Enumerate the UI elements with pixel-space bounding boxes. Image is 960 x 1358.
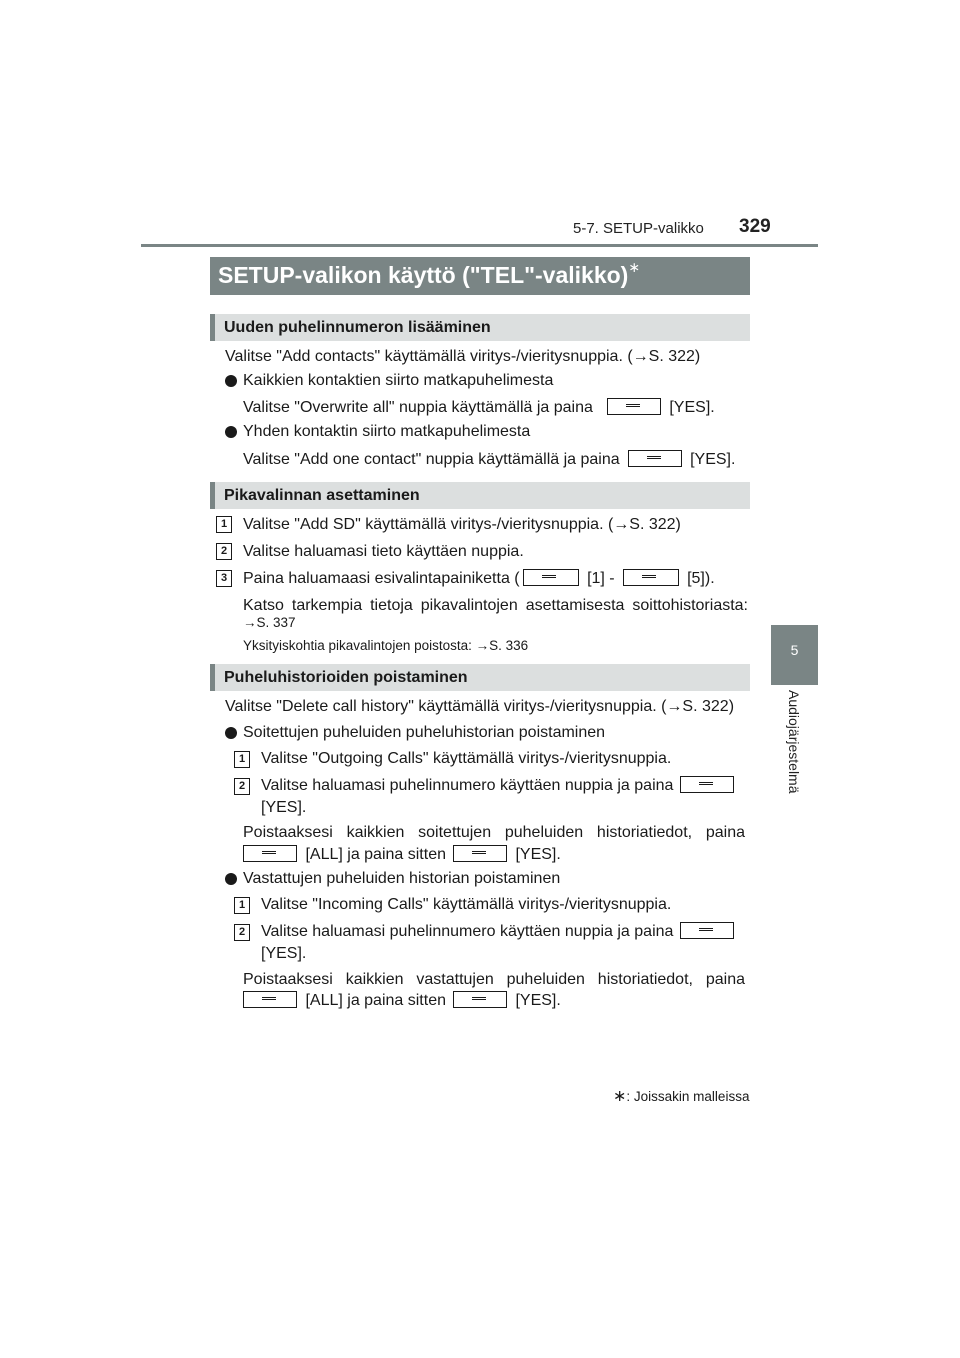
knob-button-icon [453,845,507,862]
sec2-note2: Yksityiskohtia pikavalintojen poistosta: →S. 336 [243,638,529,653]
sec3-b1-step1: Valitse "Outgoing Calls" käyttämällä viritys-/vieritysnuppia. [261,750,672,767]
sec3-b2-step2 [261,922,738,942]
knob-button-icon [628,450,682,467]
step-number: 2 [216,543,232,560]
footnote [613,1086,749,1106]
sec3-b1-delete-all: Poistaaksesi kaikkien soitettujen puheluiden historiatiedot, paina [243,824,745,841]
step-text: Valitse haluamasi puhelinnumero käyttäen nuppia ja paina [261,923,674,940]
bullet-icon [225,727,237,739]
bullet-icon [225,426,237,438]
sec3-b2-delete-all-line2 [243,991,561,1011]
sec3-b2-step1: Valitse "Incoming Calls" käyttämällä viritys-/vieritysnuppia. [261,896,672,913]
step-number: 3 [216,570,232,587]
sec1-bullet2-instruction [243,450,735,470]
page-title [210,257,750,295]
sec1-bullet1-instruction [243,398,715,418]
step-text-mid: [1] - [587,570,615,587]
sec2-step1: Valitse "Add SD" käyttämällä viritys-/vieritysnuppia. (→S. 322) [243,516,681,533]
sec3-b1-step2-end: [YES]. [261,799,307,816]
section-heading-add-number: Uuden puhelinnumeron lisääminen [210,314,750,341]
knob-button-icon [243,845,297,862]
sec1-bullet2: Yhden kontaktin siirto matkapuhelimesta [243,423,531,440]
instruction-text: Valitse "Overwrite all" nuppia käyttämällä ja paina [243,399,593,416]
footnote-marker: ∗ [628,259,641,275]
instruction-text-end: [YES]. [690,451,736,468]
sec2-step3 [243,569,715,589]
step-number: 1 [234,897,250,914]
step-text: Valitse haluamasi puhelinnumero käyttäen nuppia ja paina [261,777,674,794]
sec3-b2-delete-all: Poistaaksesi kaikkien vastattujen puheluiden historiatiedot, paina [243,971,745,988]
knob-button-icon [680,776,734,793]
knob-button-icon [680,922,734,939]
sec2-note1: Katso tarkempia tietoja pikavalintojen asettamisesta soittohistoriasta: [243,597,748,614]
bullet-icon [225,375,237,387]
header-rule [141,244,818,247]
sec3-b1-delete-all-line2 [243,845,561,865]
sec3-bullet2: Vastattujen puheluiden historian poistaminen [243,870,561,887]
sec3-bullet1: Soitettujen puheluiden puheluhistorian poistaminen [243,724,606,741]
sec2-note1-ref: →S. 337 [243,615,296,630]
step-number: 1 [234,751,250,768]
knob-button-icon [607,398,661,415]
step-number: 2 [234,778,250,795]
delete-all-text: [ALL] ja paina sitten [305,992,446,1009]
footnote-star: ∗ [613,1088,627,1105]
section-heading-speed-dial: Pikavalinnan asettaminen [210,482,750,509]
step-number: 2 [234,924,250,941]
step-number: 1 [216,516,232,533]
sec3-intro: Valitse "Delete call history" käyttämällä viritys-/vieritysnuppia. (→S. 322) [225,698,735,715]
sec3-b2-step2-end: [YES]. [261,945,307,962]
knob-button-icon [523,569,579,586]
step-text: Paina haluamaasi esivalintapainiketta ( [243,570,520,587]
step-text-end: [5]). [687,570,715,587]
sec1-intro: Valitse "Add contacts" käyttämällä viritys-/vieritysnuppia. (→S. 322) [225,348,701,365]
sec1-bullet1: Kaikkien kontaktien siirto matkapuhelimesta [243,372,554,389]
chapter-label: Audiojärjestelmä [786,690,802,794]
delete-yes-text: [YES]. [515,846,561,863]
sec2-step2: Valitse haluamasi tieto käyttäen nuppia. [243,543,524,560]
section-header: 5-7. SETUP-valikko [573,220,704,237]
footnote-text: : Joissakin malleissa [626,1089,750,1104]
delete-all-text: [ALL] ja paina sitten [305,846,446,863]
instruction-text: Valitse "Add one contact" nuppia käyttämällä ja paina [243,451,620,468]
sec3-b1-step2 [261,776,738,796]
knob-button-icon [243,991,297,1008]
section-heading-delete-history: Puheluhistorioiden poistaminen [210,664,750,691]
knob-button-icon [623,569,679,586]
knob-button-icon [453,991,507,1008]
instruction-text-end: [YES]. [669,399,715,416]
page-number: 329 [739,216,771,237]
page-title-text: SETUP-valikon käyttö ("TEL"-valikko) [218,262,629,288]
chapter-tab: 5 [771,625,818,685]
bullet-icon [225,873,237,885]
delete-yes-text: [YES]. [515,992,561,1009]
